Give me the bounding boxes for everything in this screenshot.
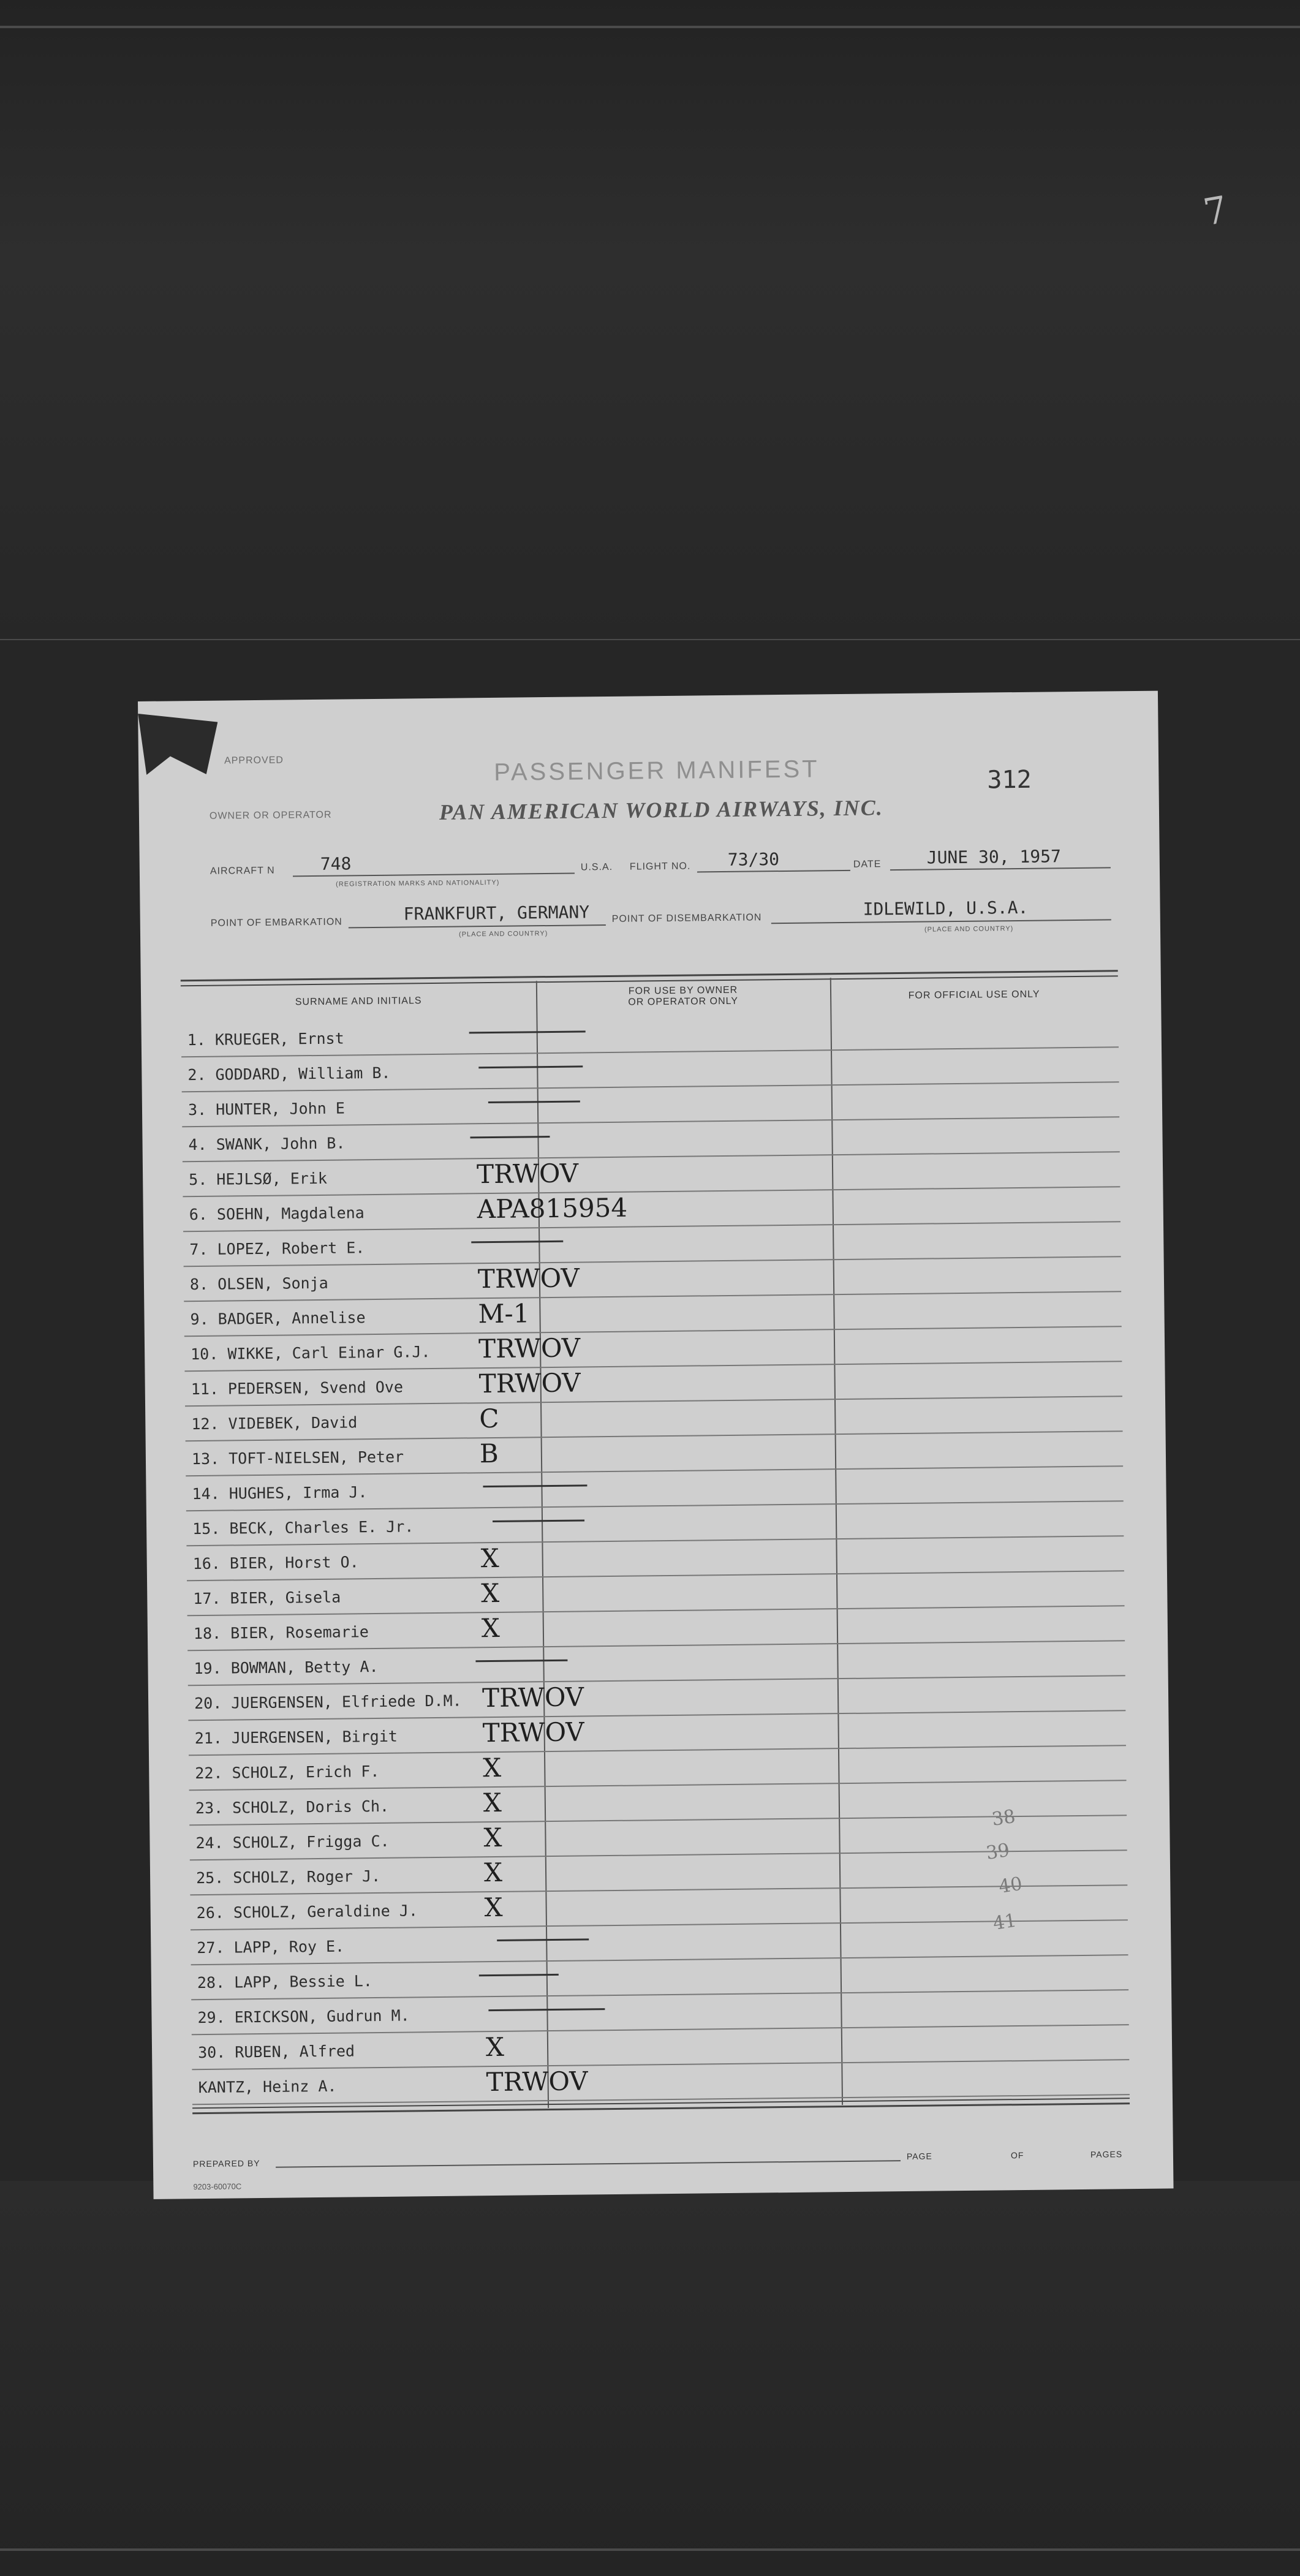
film-background-top — [0, 0, 1300, 640]
operator-mark: X — [483, 1787, 502, 1818]
passenger-name: 4. SWANK, John B. — [188, 1134, 346, 1154]
usa-label: U.S.A. — [580, 861, 613, 873]
operator-mark: APA815954 — [477, 1192, 628, 1225]
operator-mark: X — [485, 2031, 505, 2063]
operator-mark: TRWOV — [476, 1158, 579, 1190]
passenger-name: 6. SOEHN, Magdalena — [189, 1204, 365, 1224]
passenger-name: 7. LOPEZ, Robert E. — [189, 1239, 365, 1259]
column-header-operator-line2: OR OPERATOR ONLY — [628, 995, 739, 1008]
passenger-name: 3. HUNTER, John E — [187, 1099, 345, 1119]
passenger-name: 29. ERICKSON, Gudrun M. — [197, 2006, 410, 2027]
owner-label: OWNER OR OPERATOR — [209, 809, 332, 822]
embarkation-rule — [349, 924, 606, 928]
passenger-name: 21. JUERGENSEN, Birgit — [194, 1727, 398, 1748]
operator-mark: X — [480, 1543, 499, 1574]
operator-dash-mark — [488, 2008, 605, 2011]
column-header-surname: SURNAME AND INITIALS — [295, 995, 422, 1008]
operator-mark: TRWOV — [482, 1717, 584, 1748]
approved-line: APPROVED — [224, 755, 284, 766]
passenger-name: 2. GODDARD, William B. — [187, 1063, 391, 1084]
operator-mark: X — [483, 1752, 502, 1783]
passenger-name: 1. KRUEGER, Ernst — [187, 1029, 344, 1049]
passenger-name: 23. SCHOLZ, Doris Ch. — [195, 1797, 390, 1818]
operator-dash-mark — [470, 1136, 550, 1138]
passenger-name: 20. JUERGENSEN, Elfriede D.M. — [194, 1691, 462, 1713]
of-label: OF — [1010, 2150, 1024, 2161]
operator-mark: TRWOV — [486, 2066, 588, 2098]
margin-note: 39 — [984, 1839, 1011, 1865]
passenger-name: 27. LAPP, Roy E. — [197, 1937, 345, 1957]
pages-label: PAGES — [1090, 2149, 1123, 2159]
disembarkation-rule — [771, 919, 1111, 924]
passenger-name: 8. OLSEN, Sonja — [189, 1274, 328, 1294]
company-name: PAN AMERICAN WORLD AIRWAYS, INC. — [439, 795, 883, 825]
manifest-document — [138, 691, 1174, 2199]
operator-mark: X — [483, 1822, 502, 1853]
passenger-name: 19. BOWMAN, Betty A. — [194, 1657, 379, 1678]
passenger-table — [181, 970, 1118, 2098]
passenger-name: 24. SCHOLZ, Frigga C. — [195, 1832, 390, 1853]
embarkation-value: FRANKFURT, GERMANY — [403, 902, 590, 924]
passenger-name: 13. TOFT-NIELSEN, Peter — [191, 1448, 404, 1468]
film-divider — [0, 26, 1300, 28]
flight-rule — [697, 870, 850, 873]
passenger-name: 15. BECK, Charles E. Jr. — [192, 1517, 414, 1538]
passenger-name: 17. BIER, Gisela — [193, 1588, 341, 1608]
operator-mark: TRWOV — [478, 1332, 581, 1364]
passenger-name: 9. BADGER, Annelise — [190, 1309, 366, 1329]
operator-dash-mark — [493, 1519, 584, 1522]
margin-note: 41 — [991, 1909, 1018, 1935]
date-label: DATE — [853, 859, 882, 870]
torn-corner — [138, 713, 218, 775]
operator-dash-mark — [497, 1938, 589, 1941]
date-rule — [890, 867, 1111, 871]
passenger-name: 28. LAPP, Bessie L. — [197, 1972, 373, 1992]
operator-mark: C — [479, 1403, 499, 1434]
operator-mark: TRWOV — [478, 1367, 581, 1399]
prepared-by-rule — [276, 2160, 901, 2168]
film-divider — [0, 2548, 1300, 2551]
margin-note: 38 — [990, 1805, 1017, 1830]
date-value: JUNE 30, 1957 — [926, 846, 1062, 868]
operator-mark: B — [479, 1438, 499, 1469]
disembarkation-note: (PLACE AND COUNTRY) — [924, 925, 1014, 934]
column-header-official: FOR OFFICIAL USE ONLY — [908, 989, 1040, 1001]
passenger-name: 22. SCHOLZ, Erich F. — [195, 1762, 380, 1783]
flight-value: 73/30 — [727, 849, 780, 870]
prepared-by-label: PREPARED BY — [192, 2158, 260, 2169]
flight-label: FLIGHT NO. — [629, 861, 691, 872]
operator-dash-mark — [471, 1241, 563, 1244]
operator-mark: X — [481, 1612, 501, 1644]
passenger-name: 30. RUBEN, Alfred — [197, 2042, 355, 2062]
operator-mark: X — [484, 1892, 503, 1923]
passenger-name: 5. HEJLSØ, Erik — [189, 1169, 328, 1189]
operator-dash-mark — [479, 1974, 559, 1976]
operator-dash-mark — [483, 1484, 587, 1487]
margin-note: 40 — [997, 1873, 1024, 1898]
passenger-name: 18. BIER, Rosemarie — [193, 1623, 369, 1643]
embarkation-note: (PLACE AND COUNTRY) — [458, 930, 548, 939]
column-header-operator-line1: FOR USE BY OWNER — [628, 984, 738, 997]
operator-mark: TRWOV — [477, 1263, 580, 1294]
passenger-name: 26. SCHOLZ, Geraldine J. — [196, 1902, 418, 1922]
operator-mark: TRWOV — [482, 1682, 584, 1713]
film-background-bottom — [0, 2181, 1300, 2576]
disembarkation-label: POINT OF DISEMBARKATION — [611, 912, 762, 924]
frame-number: 7 — [1200, 188, 1231, 235]
passenger-name: 14. HUGHES, Irma J. — [192, 1483, 368, 1503]
table-top-rule — [181, 970, 1118, 986]
column-header-operator — [536, 984, 830, 1009]
registration-note: (REGISTRATION MARKS AND NATIONALITY) — [336, 878, 500, 888]
form-code: 9203-60070C — [193, 2181, 242, 2192]
operator-dash-mark — [488, 1100, 580, 1103]
embarkation-label: POINT OF EMBARKATION — [210, 916, 342, 929]
operator-mark: X — [481, 1577, 500, 1609]
operator-dash-mark — [478, 1065, 583, 1068]
aircraft-label: AIRCRAFT N — [210, 865, 275, 877]
operator-mark: M-1 — [478, 1298, 530, 1329]
aircraft-value: 748 — [320, 853, 352, 874]
passenger-name: 11. PEDERSEN, Svend Ove — [191, 1378, 404, 1399]
page-number: 312 — [987, 765, 1032, 795]
disembarkation-value: IDLEWILD, U.S.A. — [863, 897, 1029, 920]
operator-dash-mark — [469, 1030, 586, 1033]
operator-mark: X — [483, 1857, 503, 1888]
passenger-name: 16. BIER, Horst O. — [192, 1553, 359, 1573]
passenger-name: 10. WIKKE, Carl Einar G.J. — [191, 1343, 431, 1364]
passenger-name: 12. VIDEBEK, David — [191, 1413, 358, 1433]
page-label: PAGE — [906, 2151, 932, 2161]
passenger-name: KANTZ, Heinz A. — [198, 2077, 337, 2097]
passenger-name: 25. SCHOLZ, Roger J. — [195, 1867, 381, 1887]
page-title: PASSENGER MANIFEST — [494, 755, 820, 786]
operator-dash-mark — [475, 1660, 567, 1663]
